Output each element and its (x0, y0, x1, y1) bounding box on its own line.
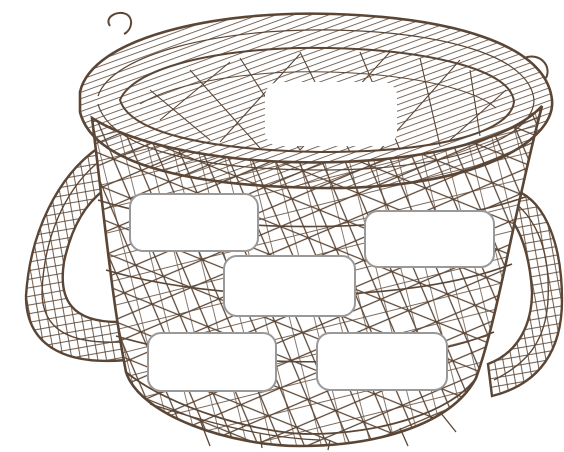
word-card-rikuwi[interactable] (364, 210, 495, 268)
word-card-wiriku[interactable] (223, 255, 356, 317)
word-card-kuriwi[interactable] (316, 332, 448, 391)
word-card-kuwiri-purple[interactable] (147, 332, 277, 392)
word-card-kuwiri-green[interactable] (129, 193, 259, 252)
placed-word-card[interactable] (265, 82, 397, 146)
